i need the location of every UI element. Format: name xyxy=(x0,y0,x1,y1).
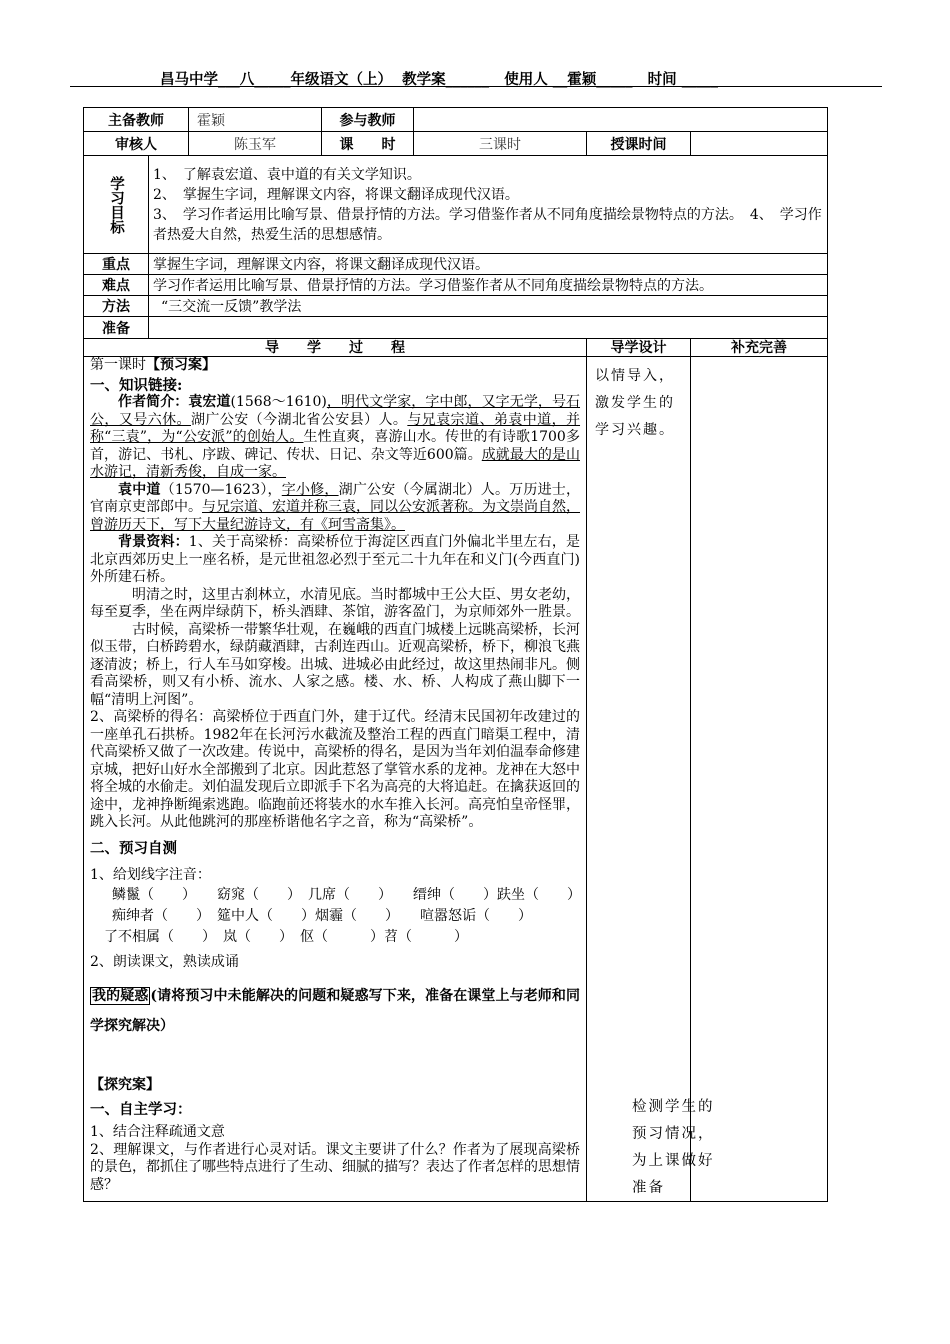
objective-2: 2、 掌握生字词，理解课文内容，将课文翻译成现代汉语。 xyxy=(153,186,519,203)
preview-plan-title: 【预习案】 xyxy=(146,357,216,373)
design-note-1: 以情导入，激发学生的学习兴趣。 xyxy=(595,368,675,438)
label-period: 课 时 xyxy=(322,132,414,156)
objective-1: 1、 了解袁宏道、袁中道的有关文学知识。 xyxy=(153,166,421,183)
author-yuan-zhongdao: 袁中道（1570—1623），字小修，湖广公安（今属湖北）人。万历进士，官南京吏部郎中。与兄宗道、宏道并称三袁，同以公安派著称。为文崇尚自然，曾游历天下，写下大量纪游诗文，有《珂雪斋集》。 xyxy=(90,481,581,533)
label-prep: 准备 xyxy=(84,317,149,339)
reviewer-value: 陈玉军 xyxy=(189,132,322,156)
col-head-supplement: 补充完善 xyxy=(691,339,828,357)
design-notes-cell xyxy=(587,357,691,1202)
lesson-time-value xyxy=(691,132,828,156)
label-main-teacher: 主备教师 xyxy=(84,108,189,132)
period-value: 三课时 xyxy=(414,132,587,156)
label-participants: 参与教师 xyxy=(322,108,414,132)
header-rule xyxy=(70,86,882,87)
inquiry-plan-title: 【探究案】 xyxy=(90,1077,160,1093)
method-text: “三交流一反馈”教学法 xyxy=(149,296,828,317)
label-method: 方法 xyxy=(84,296,149,317)
lesson-plan-table xyxy=(83,107,828,1202)
objective-3: 3、 学习作者运用比喻写景、借景抒情的方法。学习借鉴作者从不同角度描绘景物特点的方法。 4、 学习作者热爱大自然，热爱生活的思想感情。 xyxy=(153,206,822,243)
label-key-point: 重点 xyxy=(84,254,149,275)
background-3: 古时候，高梁桥一带繁华壮观，在巍峨的西直门城楼上远眺高梁桥，长河似玉带，白桥跨碧水，绿荫藏酒肆，古刹连西山。近观高梁桥，桥下，柳浪飞燕逐清波；桥上，行人车马如穿梭。出城、进城必由此经过，故这里热闹非凡。侧看高梁桥，则又有小桥、流水、人家之感。楼、水、桥、人构成了燕山脚下一幅“清明上河图”。 xyxy=(90,621,580,708)
pinyin-row-1: 鳞鬣（ ） 窈窕（ ） 几席（ ） 缙绅（ ）趺坐（ ） xyxy=(112,886,581,903)
label-difficulty: 难点 xyxy=(84,275,149,296)
task-1: 1、结合注释疏通文意 xyxy=(90,1124,225,1140)
task-2: 2、理解课文，与作者进行心灵对话。课文主要讲了什么？作者为了展现高梁桥的景色，都抓住了哪些特点进行了生动、细腻的描写？表达了作者怎样的思想情感？ xyxy=(90,1141,580,1193)
section-self-study-title: 一、自主学习： xyxy=(90,1100,192,1118)
author-yuan-hongdao: 作者简介：袁宏道(1568～1610)，明代文学家，字中郎，又字无学，号石公，又号六休。湖广公安（今湖北省公安县）人。与兄袁宗道、弟袁中道，并称“三袁”，为“公安派”的创始人。生性直爽，喜游山水。传世的有诗歌1700多首，游记、书札、序跋、碑记、传状、日记、杂文等近600篇。成就最大的是山水游记，清新秀俊，自成一家。 xyxy=(90,394,581,480)
question-reading: 2、朗读课文，熟读成诵 xyxy=(90,953,239,970)
prep-text xyxy=(149,317,828,339)
design-note-2: 检测学生的预习情况，为上课做好准备 xyxy=(632,1099,715,1196)
pinyin-row-2: 痴绅者（ ） 筵中人（ ）烟霾（ ） 喧嚣怒诟（ ） xyxy=(112,907,532,924)
participants-value xyxy=(414,108,828,132)
page-header: 昌马中学___八_____年级语文（上） 教学案______ 使用人 __霍颖_____ 时间 _____ xyxy=(160,71,718,88)
question-pinyin: 1、给划线字注音： xyxy=(90,867,211,883)
label-lesson-time: 授课时间 xyxy=(587,132,691,156)
main-teacher-value: 霍颖 xyxy=(189,108,322,132)
key-point-text: 掌握生字词，理解课文内容，将课文翻译成现代汉语。 xyxy=(149,254,828,275)
background-2: 明清之时，这里古刹林立，水清见底。当时都城中王公大臣、男女老幼，每至夏季，坐在两岸绿荫下，桥头酒肆、茶馆，游客盈门，为京师郊外一胜景。 xyxy=(90,586,580,620)
pinyin-row-3: 了不相属（ ） 岚（ ） 伛（ ）苕（ ） xyxy=(104,928,468,945)
my-doubts: 我的疑惑 (请将预习中未能解决的问题和疑惑写下来，准备在课堂上与老师和同学探究解决） xyxy=(90,988,581,1034)
section-knowledge-title: 一、知识链接: xyxy=(90,376,183,394)
background-1: 背景资料：1、关于高梁桥：高梁桥位于海淀区西直门外偏北半里左右，是北京西郊历史上一座名桥，是元世祖忽必烈于至元二十九年在和义门(今西直门)外所建石桥。 xyxy=(90,534,581,585)
lesson-title: 第一课时 xyxy=(90,357,146,373)
label-objectives: 学习目标 xyxy=(108,175,125,234)
section-self-test-title: 二、预习自测 xyxy=(90,839,177,857)
label-reviewer: 审核人 xyxy=(84,132,189,156)
col-head-process: 导 学 过 程 xyxy=(84,339,587,357)
col-head-design: 导学设计 xyxy=(587,339,691,357)
my-doubts-label: 我的疑惑 xyxy=(92,988,149,1004)
background-4: 2、高梁桥的得名：高梁桥位于西直门外，建于辽代。经清末民国初年改建过的一座单孔石拱桥。1982年在长河污水截流及整治工程的西直门暗渠工程中，清代高梁桥又做了一次改建。传说中，高梁桥的得名，是因为当年刘伯温奉命修建京城，把好山好水全部搬到了北京。因此惹怒了掌管水系的龙神。龙神在大怒中将全城的水偷走。刘伯温发现后立即派手下名为高亮的大将追赶。在擒获返回的途中，龙神挣断绳索逃跑。临跑前还将装水的水车推入长河。高亮怕皇帝怪罪，跳入长河。从此他跳河的那座桥谐他名字之音，称为“高梁桥”。 xyxy=(90,709,580,830)
difficulty-text: 学习作者运用比喻写景、借景抒情的方法。学习借鉴作者从不同角度描绘景物特点的方法。 xyxy=(149,275,828,296)
guided-process-cell xyxy=(84,357,587,1202)
supplement-cell xyxy=(691,357,828,1202)
